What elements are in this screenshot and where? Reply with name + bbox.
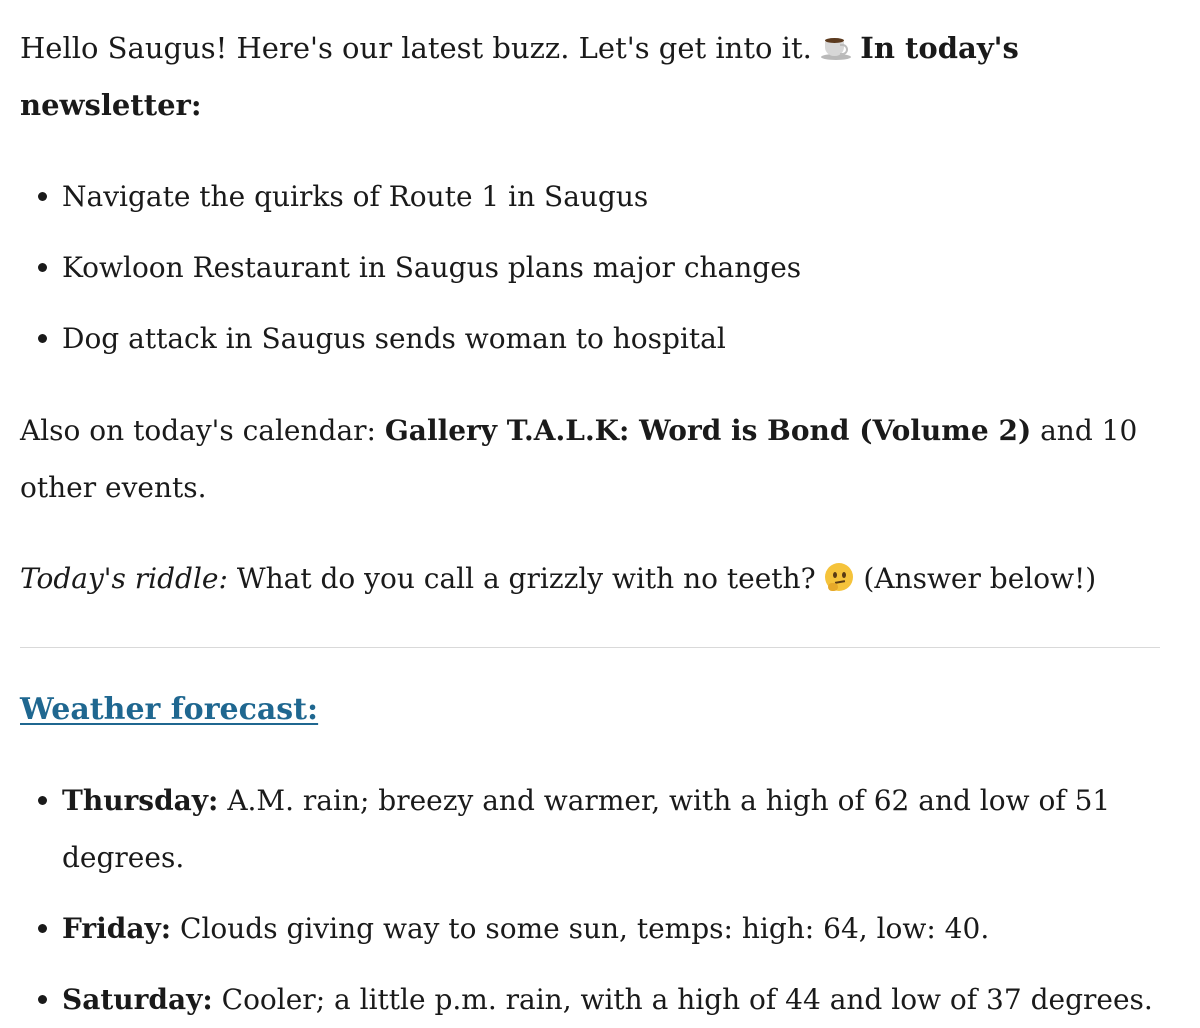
weather-day: Friday: <box>62 912 172 945</box>
weather-day: Saturday: <box>62 983 213 1016</box>
headline-text[interactable]: Dog attack in Saugus sends woman to hospital <box>62 322 726 355</box>
weather-list <box>20 772 1160 1028</box>
weather-text: Cooler; a little p.m. rain, with a high of 44 and low of 37 degrees. <box>221 983 1153 1016</box>
newsletter-label: In today's newsletter: <box>20 31 1019 122</box>
calendar-suffix: and 10 other events. <box>20 414 1138 504</box>
weather-heading <box>20 681 1160 738</box>
weather-text: A.M. rain; breezy and warmer, with a high of 62 and low of 51 degrees. <box>62 784 1111 874</box>
headline-item[interactable] <box>62 168 1160 239</box>
thinking-face-icon <box>825 563 855 593</box>
weather-text: Clouds giving way to some sun, temps: high: 64, low: 40. <box>180 912 990 945</box>
calendar-paragraph <box>20 402 1160 516</box>
headline-item[interactable] <box>62 310 1160 381</box>
headline-text[interactable]: Navigate the quirks of Route 1 in Saugus <box>62 180 649 213</box>
riddle-label: Today's riddle: <box>20 562 228 595</box>
riddle-hint: (Answer below!) <box>863 562 1097 595</box>
weather-item <box>62 772 1160 886</box>
riddle-paragraph <box>20 550 1160 607</box>
intro-greeting: Hello Saugus! Here's our latest buzz. Let's get into it. <box>20 31 812 65</box>
weather-item <box>62 971 1160 1028</box>
weather-forecast-link[interactable]: Weather forecast: <box>20 692 319 727</box>
riddle-question: What do you call a grizzly with no teeth? <box>236 562 816 595</box>
calendar-prefix: Also on today's calendar: <box>20 414 376 447</box>
weather-day: Thursday: <box>62 784 219 817</box>
weather-item <box>62 900 1160 957</box>
headline-item[interactable] <box>62 239 1160 310</box>
headline-list <box>20 168 1160 381</box>
headline-text[interactable]: Kowloon Restaurant in Saugus plans major changes <box>62 251 802 284</box>
coffee-icon <box>821 34 851 60</box>
section-divider <box>20 647 1160 648</box>
calendar-event[interactable]: Gallery T.A.L.K: Word is Bond (Volume 2) <box>384 414 1032 447</box>
intro-paragraph <box>20 20 1160 134</box>
